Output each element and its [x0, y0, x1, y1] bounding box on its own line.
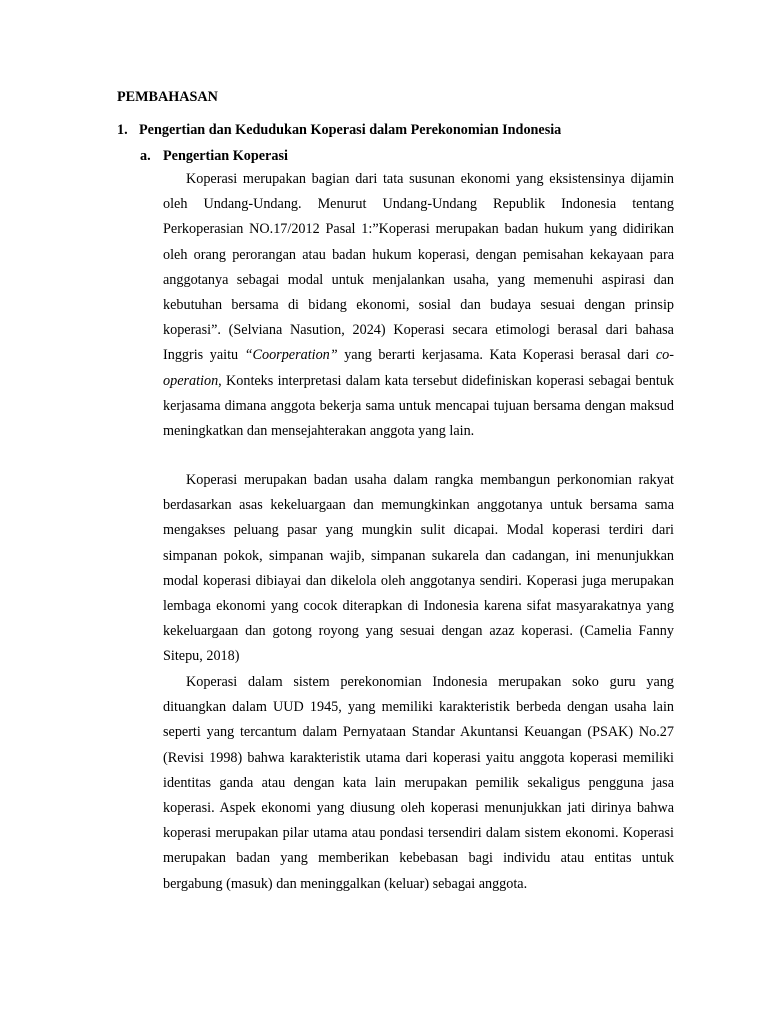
paragraph-text: Koperasi merupakan badan usaha dalam rangka membangun perkonomian rakyat berdasarkan asas kekeluargaan dan memungkinkan anggotanya untuk bersama sama mengakses peluang pasar yang mungkin sulit dicapai. Modal koperasi terdiri dari simpanan pokok, simpanan wajib, simpanan sukarela dan cadangan, ini menunjukkan modal koperasi dibiayai dan dikelola oleh anggotanya sendiri. Koperasi juga merupakan lembaga ekonomi yang cocok diterapkan di Indonesia karena sifat masyarakatnya yang kekeluargaan dan gotong royong yang sesuai dengan azaz koperasi. (Camelia Fanny Sitepu, 2018) — [163, 472, 674, 665]
heading-2-number: a. — [140, 148, 151, 164]
paragraph-1-part-3: , Konteks interpretasi dalam kata tersebut didefiniskan koperasi sebagai bentuk kerjasama dimana anggota bekerja sama untuk mencapai tujuan bersama dengan maksud meningkatkan dan mensejahterakan anggota yang lain. — [163, 372, 674, 440]
heading-level-1 — [117, 120, 561, 140]
heading-2-text: Pengertian Koperasi — [163, 148, 288, 164]
paragraph-text — [163, 167, 674, 444]
paragraph-text: Koperasi dalam sistem perekonomian Indonesia merupakan soko guru yang dituangkan dalam UUD 1945, yang memiliki karakteristik berbeda dengan usaha lain seperti yang tercantum dalam Pernyataan Standar Akuntansi Keuangan (PSAK) No.27 (Revisi 1998) bahwa karakteristik utama dari koperasi yaitu anggota koperasi memiliki identitas ganda atau dengan kata lain merupakan pemilik sekaligus pengguna jasa koperasi. Aspek ekonomi yang diusung oleh koperasi menunjukkan jati dirinya bahwa koperasi merupakan pilar utama atau pondasi tersendiri dalam sistem ekonomi. Koperasi merupakan badan yang memberikan kebebasan bagi individu atau entitas untuk bergabung (masuk) dan meninggalkan (keluar) sebagai anggota. — [163, 674, 674, 892]
paragraph-1 — [163, 167, 674, 444]
heading-1-text: Pengertian dan Kedudukan Koperasi dalam Perekonomian Indonesia — [139, 122, 562, 138]
paragraph-1-part-1: Koperasi merupakan bagian dari tata susunan ekonomi yang eksistensinya dijamin oleh Undang-Undang. Menurut Undang-Undang Republik Indonesia tentang Perkoperasian NO.17/2012 Pasal 1:”Koperasi merupakan badan hukum yang didirikan oleh orang perorangan atau badan hukum koperasi, dengan pemisahan kekayaan para anggotanya sebagai modal untuk menjalankan usaha, yang memenuhi aspirasi dan kebutuhan bersama di bidang ekonomi, sosial dan budaya sesuai dengan prinsip koperasi”. (Selviana Nasution, 2024) Koperasi secara etimologi berasal dari bahasa Inggris yaitu — [163, 171, 674, 364]
paragraph-1-italic-term-2: co-operation — [163, 347, 674, 389]
paragraph-1-part-2: yang berarti kerjasama. Kata Koperasi berasal dari — [337, 347, 656, 364]
heading-1-number: 1. — [117, 122, 128, 138]
paragraph-2 — [163, 468, 674, 670]
paragraph-1-italic-term-1: “Coorperation” — [244, 347, 338, 364]
paragraph-3 — [163, 670, 674, 897]
heading-level-2 — [140, 146, 288, 166]
section-title: PEMBAHASAN — [117, 89, 218, 105]
